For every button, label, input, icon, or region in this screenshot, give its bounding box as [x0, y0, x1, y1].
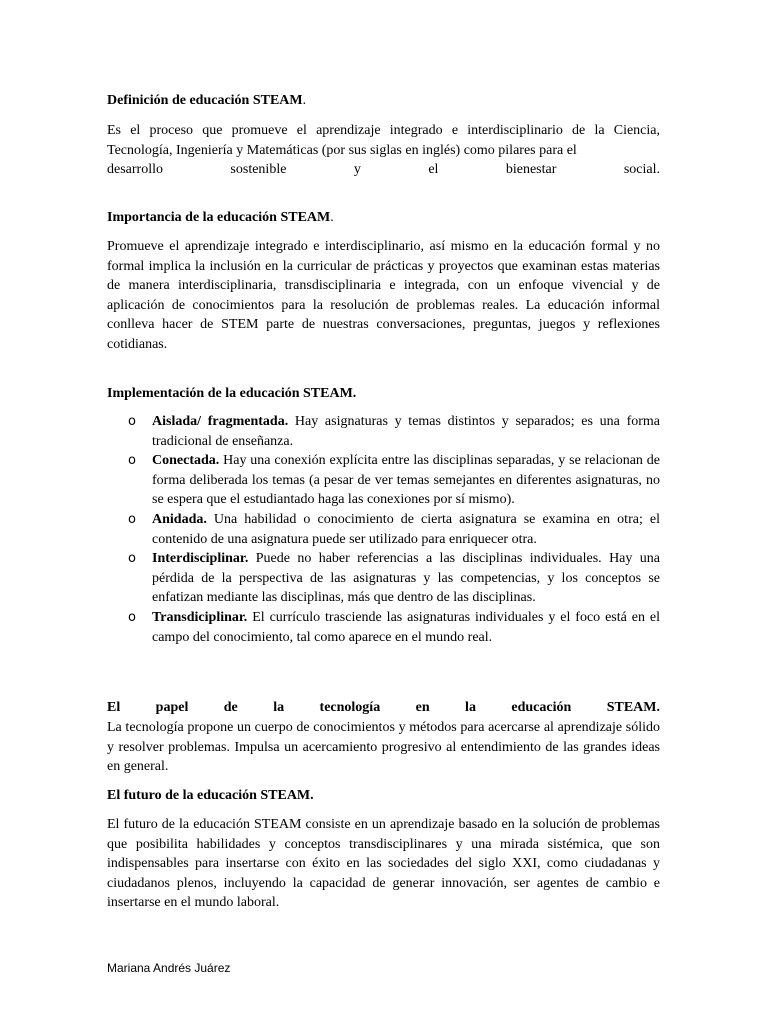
- heading-definicion-dot: .: [302, 93, 307, 108]
- list-item-text: Hay una conexión explícita entre las disciplinas separadas, y se relacionan de forma deliberada los temas (a pesar de ver temas semejantes en diferentes asignaturas, no se espera que el estudiantado haga las conexiones por sí mismo).: [152, 453, 660, 508]
- heading-implementacion: Implementación de la educación STEAM.: [107, 386, 357, 401]
- paragraph-definicion-body: Es el proceso que promueve el aprendizaje integrado e interdisciplinario de la Ciencia, Tecnología, Ingeniería y Matemáticas (por sus siglas en inglés) como pilares para el: [107, 123, 660, 158]
- paragraph-definicion-last-line: desarrollo sostenible y el bienestar social.: [107, 162, 660, 178]
- heading-futuro: El futuro de la educación STEAM.: [107, 788, 314, 803]
- list-item-text: Hay asignaturas y temas distintos y separados; es una forma tradicional de enseñanza.: [152, 414, 660, 449]
- list-item: [128, 412, 660, 451]
- list-item: [128, 510, 660, 549]
- bullet-marker: o: [128, 414, 136, 429]
- list-item-term: Conectada.: [152, 453, 220, 469]
- implementation-list: [128, 412, 660, 647]
- list-item: [128, 549, 660, 608]
- bullet-marker: o: [128, 453, 136, 469]
- list-item: [128, 608, 660, 647]
- heading-importancia: [107, 208, 660, 228]
- paragraph-importancia: Promueve el aprendizaje integrado e interdisciplinario, así mismo en la educación formal y no formal implica la inclusión en la curricular de prácticas y proyectos que examinan estas materias de manera interdisciplinaria, transdisciplinaria e integrada, con un enfoque vivencial y de aplicación de conocimientos para la resolución de problemas reales. La educación informal conlleva hacer de STEM parte de nuestras conversaciones, preguntas, juegos y reflexiones cotidianas.: [107, 239, 660, 352]
- heading-importancia-dot: .: [330, 210, 334, 225]
- footer-author: Mariana Andrés Juárez: [107, 961, 231, 975]
- list-item-term: Anidada.: [152, 511, 207, 527]
- list-item-text: Una habilidad o conocimiento de cierta asignatura se examina en otra; el contenido de una asignatura puede ser utilizado para enriquecer otra.: [152, 511, 660, 547]
- list-item-term: Aislada/ fragmentada.: [152, 414, 289, 429]
- heading-definicion: [107, 91, 660, 111]
- heading-papel: El papel de la tecnología en la educación STEAM.: [107, 700, 660, 715]
- paragraph-futuro: El futuro de la educación STEAM consiste en un aprendizaje basado en la solución de problemas que posibilita habilidades y conceptos transdisciplinares y una mirada sistémica, que son indispensables para insertarse con éxito en las sociedades del siglo XXI, como ciudadanas y ciudadanos plenos, incluyendo la capacidad de generar innovación, ser agentes de cambio e insertarse en el mundo laboral.: [107, 817, 660, 911]
- bullet-marker: o: [128, 609, 136, 625]
- list-item-text: Puede no haber referencias a las disciplinas individuales. Hay una pérdida de la perspectiva de las asignaturas y las competencias, y los conceptos se enfatizan mediante las disciplinas, más que dentro de las disciplinas.: [152, 551, 660, 606]
- list-item: [128, 451, 660, 510]
- heading-definicion-text: Definición de educación STEAM: [107, 93, 303, 108]
- heading-importancia-text: Importancia de la educación STEAM: [107, 210, 331, 225]
- bullet-marker: o: [128, 551, 136, 567]
- list-item-term: Transdiciplinar.: [152, 609, 248, 625]
- paragraph-papel: La tecnología propone un cuerpo de conocimientos y métodos para acercarse al aprendizaje sólido y resolver problemas. Impulsa un acercamiento progresivo al entendimiento de las grandes ideas en general.: [107, 720, 660, 775]
- paragraph-definicion: [107, 121, 660, 180]
- bullet-marker: o: [128, 511, 136, 527]
- list-item-term: Interdisciplinar.: [152, 551, 249, 567]
- list-item-text: El currículo trasciende las asignaturas individuales y el foco está en el campo del conocimiento, tal como aparece en el mundo real.: [152, 609, 660, 645]
